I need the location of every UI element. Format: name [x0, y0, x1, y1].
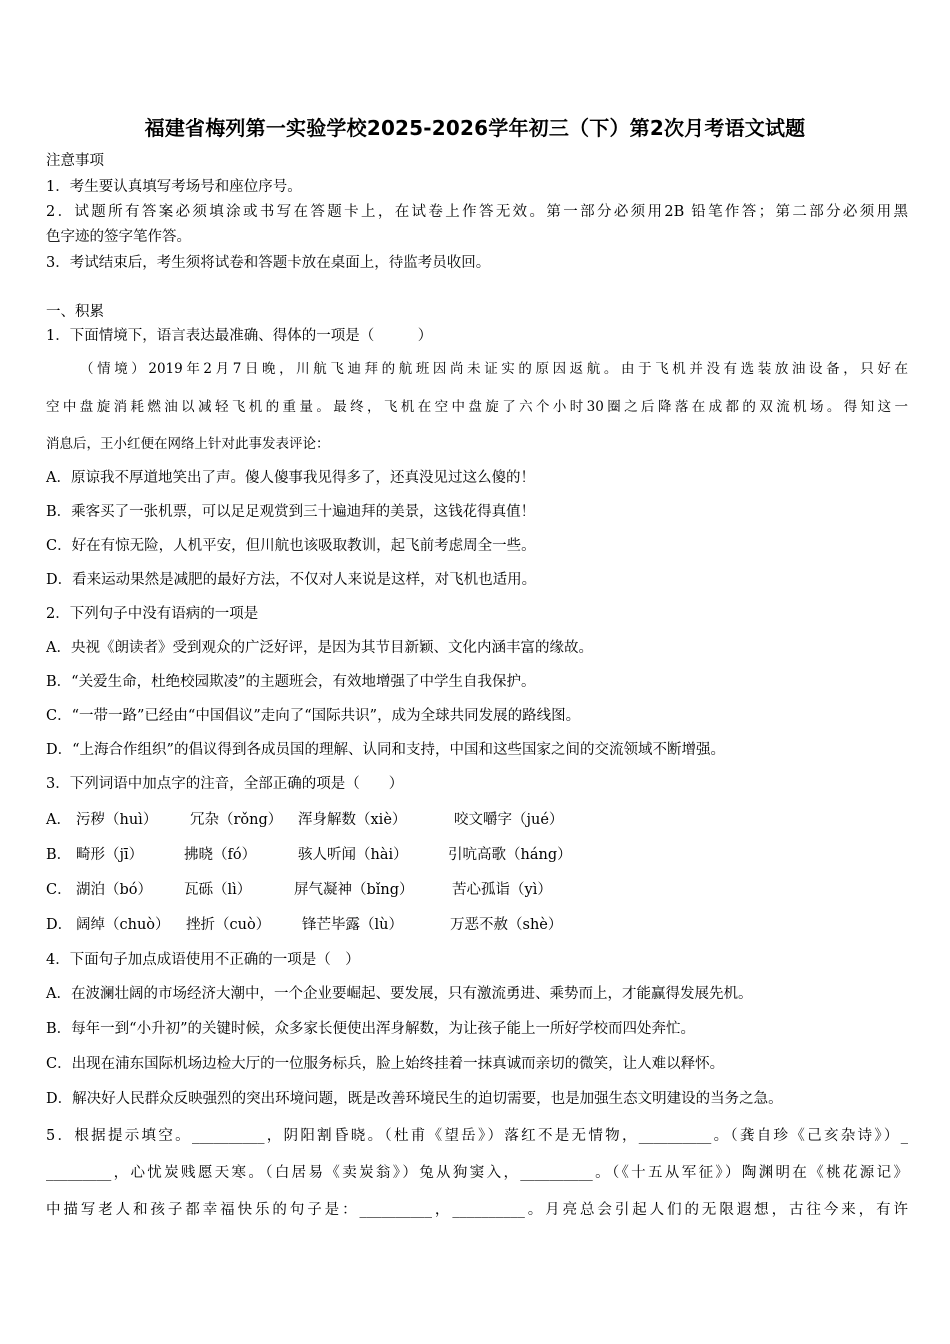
question-1-option-c: C．好在有惊无险，人机平安，但川航也该吸取教训，起飞前考虑周全一些。 — [46, 538, 536, 554]
question-2-stem: 2．下列句子中没有语病的一项是 — [46, 606, 259, 622]
question-1-option-a: A．原谅我不厚道地笑出了声。傻人傻事我见得多了，还真没见过这么傻的！ — [46, 470, 535, 486]
section-heading: 一、积累 — [46, 304, 104, 320]
question-5-line: _________，心忧炭贱愿天寒。（白居易《卖炭翁》）兔从狗窦入，__________。（《十五从军征》）陶渊明在《桃花源记》 — [46, 1165, 908, 1181]
question-2-option-c: C．“一带一路”已经由“中国倡议”走向了“国际共识”，成为全球共同发展的路线图。 — [46, 708, 581, 724]
pinyin-word: 浑身解数（xiè） — [298, 812, 407, 828]
question-4-option-d: D．解决好人民群众反映强烈的突出环境问题，既是改善环境民生的迫切需要，也是加强生态文明建设的当务之急。 — [46, 1091, 783, 1107]
pinyin-word: 万恶不赦（shè） — [450, 917, 563, 933]
pinyin-word: 引吭高歌（háng） — [448, 847, 572, 863]
question-3-stem: 3．下列词语中加点字的注音，全部正确的项是（ ） — [46, 776, 404, 792]
question-3-option-c — [46, 878, 904, 898]
question-3-option-b — [46, 843, 904, 863]
pinyin-word: 湖泊（bó） — [76, 882, 153, 898]
question-2-option-d: D．“上海合作组织”的倡议得到各成员国的理解、认同和支持，中国和这些国家之间的交流领域不断增强。 — [46, 742, 725, 758]
pinyin-word: 冗杂（rǒng） — [190, 812, 283, 828]
pinyin-word: 骇人听闻（hài） — [298, 847, 408, 863]
question-1-option-b: B．乘客买了一张机票，可以足足观赏到三十遍迪拜的美景，这钱花得真值！ — [46, 504, 536, 520]
question-3-option-d — [46, 913, 904, 933]
option-letter: D． — [46, 917, 73, 933]
pinyin-word: 畸形（jī） — [76, 847, 144, 863]
pinyin-word: 锋芒毕露（lù） — [302, 917, 403, 933]
notice-item: 色字迹的签字笔作答。 — [46, 229, 191, 245]
question-4-option-a: A．在波澜壮阔的市场经济大潮中，一个企业要崛起、要发展，只有激流勇进、乘势而上，才能赢得发展先机。 — [46, 986, 753, 1002]
page-title: 福建省梅列第一实验学校2025-2026学年初三（下）第2次月考语文试题 — [144, 116, 806, 140]
question-4-option-b: B．每年一到“小升初”的关键时候，众多家长便使出浑身解数，为让孩子能上一所好学校而四处奔忙。 — [46, 1021, 695, 1037]
option-letter: A． — [46, 812, 71, 828]
pinyin-word: 拂晓（fó） — [184, 847, 257, 863]
notice-item: 3．考试结束后，考生须将试卷和答题卡放在桌面上，待监考员收回。 — [46, 255, 491, 271]
pinyin-word: 屏气凝神（bǐng） — [294, 882, 414, 898]
notice-item: 2．试题所有答案必须填涂或书写在答题卡上，在试卷上作答无效。第一部分必须用2B 铅笔作答；第二部分必须用黑 — [46, 204, 908, 220]
pinyin-word: 苦心孤诣（yì） — [452, 882, 552, 898]
question-1-context: 空中盘旋消耗燃油以减轻飞机的重量。最终，飞机在空中盘旋了六个小时30圈之后降落在成都的双流机场。得知这一 — [46, 399, 908, 415]
question-5-line: 5．根据提示填空。__________，阴阳割昏晓。（杜甫《望岳》）落红不是无情物，__________。（龚自珍《己亥杂诗》）_ — [46, 1128, 908, 1144]
question-4-option-c: C．出现在浦东国际机场边检大厅的一位服务标兵，脸上始终挂着一抹真诚而亲切的微笑，让人难以释怀。 — [46, 1056, 725, 1072]
pinyin-word: 咬文嚼字（jué） — [454, 812, 564, 828]
question-1-context: 消息后，王小红便在网络上针对此事发表评论： — [46, 436, 330, 452]
question-1-option-d: D．看来运动果然是减肥的最好方法，不仅对人来说是这样，对飞机也适用。 — [46, 572, 537, 588]
question-2-option-a: A．央视《朗读者》受到观众的广泛好评，是因为其节目新颖、文化内涵丰富的缘故。 — [46, 640, 593, 656]
option-letter: B． — [46, 847, 72, 863]
pinyin-word: 阔绰（chuò） — [76, 917, 170, 933]
question-1-stem: 1．下面情境下，语言表达最准确、得体的一项是（ ） — [46, 328, 433, 344]
question-2-option-b: B．“关爱生命，杜绝校园欺凌”的主题班会，有效地增强了中学生自我保护。 — [46, 674, 536, 690]
question-1-context: （情境）2019年2月7日晚，川航飞迪拜的航班因尚未证实的原因返航。由于飞机并没有选装放油设备，只好在 — [80, 361, 908, 377]
notice-heading: 注意事项 — [46, 153, 104, 169]
option-letter: C． — [46, 882, 72, 898]
question-5-line: 中描写老人和孩子都幸福快乐的句子是：__________，__________。月亮总会引起人们的无限遐想，古往今来，有许 — [46, 1202, 908, 1218]
pinyin-word: 瓦砾（lì） — [184, 882, 252, 898]
pinyin-word: 污秽（huì） — [76, 812, 158, 828]
pinyin-word: 挫折（cuò） — [186, 917, 271, 933]
question-3-option-a — [46, 808, 904, 828]
notice-item: 1．考生要认真填写考场号和座位序号。 — [46, 179, 302, 195]
question-4-stem: 4．下面句子加点成语使用不正确的一项是（ ） — [46, 952, 360, 968]
